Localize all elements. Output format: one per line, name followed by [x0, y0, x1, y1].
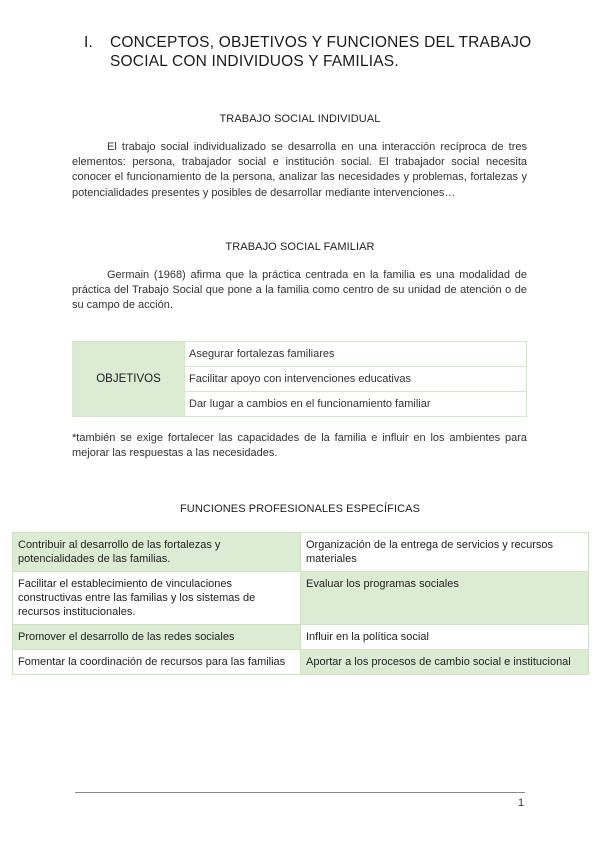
- functions-row: [13, 650, 589, 675]
- footer-divider: [75, 792, 525, 793]
- objective-item: Asegurar fortalezas familiares: [185, 342, 527, 367]
- function-cell: Promover el desarrollo de las redes sociales: [13, 625, 301, 650]
- objectives-table: [72, 341, 527, 417]
- function-cell: Contribuir al desarrollo de las fortalezas y potencialidades de las familias.: [13, 533, 301, 572]
- function-cell: Organización de la entrega de servicios y recursos materiales: [301, 533, 589, 572]
- functions-row: [13, 533, 589, 572]
- objective-item: Dar lugar a cambios en el funcionamiento familiar: [185, 392, 527, 417]
- note-text: *también se exige fortalecer las capacidades de la familia e influir en los ambientes para mejorar las respuestas a las necesidades.: [72, 432, 527, 460]
- section-title-text: CONCEPTOS, OBJETIVOS Y FUNCIONES DEL TRABAJO SOCIAL CON INDIVIDUOS Y FAMILIAS.: [110, 34, 532, 70]
- function-cell: Aportar a los procesos de cambio social e institucional: [301, 650, 589, 675]
- heading-functions: FUNCIONES PROFESIONALES ESPECÍFICAS: [179, 503, 421, 515]
- section-title: [84, 33, 534, 71]
- function-cell: Evaluar los programas sociales: [301, 572, 589, 625]
- heading-familiar: TRABAJO SOCIAL FAMILIAR: [225, 241, 375, 253]
- page-number: 1: [518, 797, 525, 809]
- function-cell: Facilitar el establecimiento de vinculaciones constructivas entre las familias y los sistemas de recursos institucionales.: [13, 572, 301, 625]
- section-number: I.: [84, 34, 94, 51]
- objectives-label: OBJETIVOS: [73, 342, 185, 417]
- heading-individual: TRABAJO SOCIAL INDIVIDUAL: [219, 113, 381, 125]
- paragraph-familiar: Germain (1968) afirma que la práctica centrada en la familia es una modalidad de práctica del Trabajo Social que pone a la familia como centro de su unidad de atención o de su campo de acción.: [72, 269, 527, 312]
- objectives-row: [73, 342, 527, 367]
- function-cell: Fomentar la coordinación de recursos para las familias: [13, 650, 301, 675]
- objective-item: Facilitar apoyo con intervenciones educativas: [185, 367, 527, 392]
- functions-row: [13, 625, 589, 650]
- functions-row: [13, 572, 589, 625]
- function-cell: Influir en la política social: [301, 625, 589, 650]
- paragraph-individual: El trabajo social individualizado se desarrolla en una interacción recíproca de tres elementos: persona, trabajador social e institución social. El trabajador social necesita conocer el funcionamiento de la persona, analizar las necesidades y problemas, fortalezas y potencialidades presentes y posibles de desarrollar mediante intervenciones…: [72, 141, 527, 199]
- functions-table: [12, 532, 589, 675]
